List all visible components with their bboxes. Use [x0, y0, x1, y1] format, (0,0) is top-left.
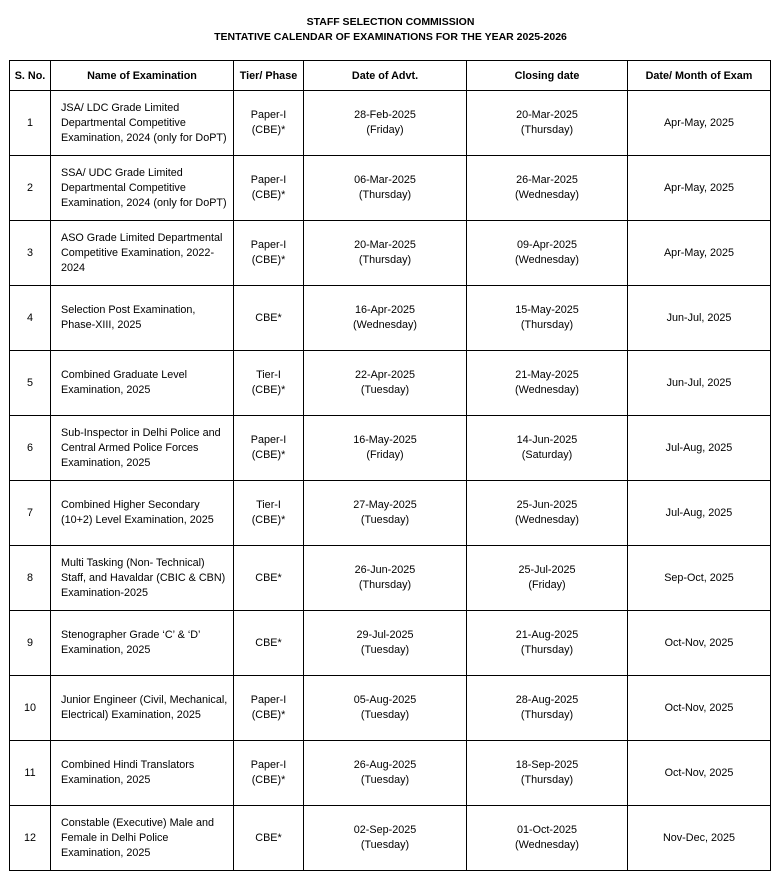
table-row — [10, 91, 771, 156]
table-row — [10, 741, 771, 806]
advt-day: (Friday) — [366, 124, 404, 136]
advt-day: (Tuesday) — [360, 644, 410, 656]
cell-sno: 12 — [10, 806, 51, 871]
cell-sno: 2 — [10, 156, 51, 221]
table-row — [10, 351, 771, 416]
cell-closing-date — [467, 741, 628, 806]
table-row — [10, 546, 771, 611]
advt-day: (Friday) — [366, 449, 404, 461]
cell-tier: Tier-I (CBE)* — [234, 351, 304, 416]
advt-day: (Thursday) — [358, 189, 412, 201]
cell-sno: 9 — [10, 611, 51, 676]
advt-date: 05-Aug-2025 — [353, 694, 417, 706]
cell-advt-date — [304, 676, 467, 741]
closing-day: (Wednesday) — [514, 839, 579, 851]
cell-closing-date — [467, 221, 628, 286]
cell-closing-date — [467, 546, 628, 611]
table-row — [10, 286, 771, 351]
closing-day: (Wednesday) — [514, 254, 579, 266]
cell-exam-month: Nov-Dec, 2025 — [628, 806, 771, 871]
cell-exam-month: Apr-May, 2025 — [628, 156, 771, 221]
cell-exam-name: Combined Higher Secondary (10+2) Level Examination, 2025 — [51, 481, 234, 546]
cell-exam-month: Apr-May, 2025 — [628, 91, 771, 156]
cell-exam-name: SSA/ UDC Grade Limited Departmental Competitive Examination, 2024 (only for DoPT) — [51, 156, 234, 221]
advt-date: 06-Mar-2025 — [354, 174, 416, 186]
cell-closing-date — [467, 806, 628, 871]
closing-date: 14-Jun-2025 — [516, 434, 578, 446]
advt-date: 02-Sep-2025 — [353, 824, 417, 836]
closing-day: (Friday) — [528, 579, 566, 591]
cell-sno: 8 — [10, 546, 51, 611]
cell-sno: 5 — [10, 351, 51, 416]
cell-tier: Paper-I (CBE)* — [234, 221, 304, 286]
cell-advt-date — [304, 91, 467, 156]
table-header-row — [10, 61, 771, 91]
closing-day: (Thursday) — [520, 709, 574, 721]
column-header-advt-date: Date of Advt. — [304, 61, 467, 91]
cell-closing-date — [467, 611, 628, 676]
advt-day: (Wednesday) — [352, 319, 417, 331]
cell-sno: 3 — [10, 221, 51, 286]
calendar-title: TENTATIVE CALENDAR OF EXAMINATIONS FOR THE YEAR 2025-2026 — [214, 31, 567, 43]
advt-date: 20-Mar-2025 — [354, 239, 416, 251]
closing-date: 25-Jul-2025 — [518, 564, 576, 576]
cell-exam-name: Constable (Executive) Male and Female in Delhi Police Examination, 2025 — [51, 806, 234, 871]
cell-tier: CBE* — [234, 286, 304, 351]
advt-date: 26-Jun-2025 — [354, 564, 416, 576]
cell-tier: CBE* — [234, 611, 304, 676]
cell-advt-date — [304, 286, 467, 351]
cell-closing-date — [467, 286, 628, 351]
table-row — [10, 156, 771, 221]
closing-day: (Wednesday) — [514, 189, 579, 201]
closing-day: (Thursday) — [520, 124, 574, 136]
closing-date: 21-Aug-2025 — [515, 629, 579, 641]
closing-date: 09-Apr-2025 — [516, 239, 578, 251]
cell-advt-date — [304, 481, 467, 546]
cell-sno: 6 — [10, 416, 51, 481]
cell-sno: 11 — [10, 741, 51, 806]
advt-date: 28-Feb-2025 — [354, 109, 416, 121]
advt-date: 16-Apr-2025 — [354, 304, 416, 316]
cell-tier: Paper-I (CBE)* — [234, 416, 304, 481]
cell-tier: Tier-I (CBE)* — [234, 481, 304, 546]
closing-day: (Wednesday) — [514, 514, 579, 526]
advt-day: (Tuesday) — [360, 709, 410, 721]
cell-closing-date — [467, 416, 628, 481]
cell-sno: 4 — [10, 286, 51, 351]
cell-exam-month: Jul-Aug, 2025 — [628, 481, 771, 546]
closing-day: (Saturday) — [521, 449, 573, 461]
document-header — [0, 0, 781, 45]
table-row — [10, 481, 771, 546]
cell-advt-date — [304, 741, 467, 806]
cell-advt-date — [304, 156, 467, 221]
cell-closing-date — [467, 676, 628, 741]
cell-advt-date — [304, 611, 467, 676]
closing-date: 21-May-2025 — [515, 369, 579, 381]
column-header-name: Name of Examination — [51, 61, 234, 91]
closing-date: 01-Oct-2025 — [516, 824, 577, 836]
cell-sno: 1 — [10, 91, 51, 156]
cell-exam-name: JSA/ LDC Grade Limited Departmental Competitive Examination, 2024 (only for DoPT) — [51, 91, 234, 156]
closing-date: 25-Jun-2025 — [516, 499, 578, 511]
cell-exam-name: Stenographer Grade ‘C’ & ‘D’ Examination, 2025 — [51, 611, 234, 676]
cell-advt-date — [304, 351, 467, 416]
cell-exam-month: Oct-Nov, 2025 — [628, 676, 771, 741]
cell-tier: Paper-I (CBE)* — [234, 676, 304, 741]
column-header-closing-date: Closing date — [467, 61, 628, 91]
closing-date: 18-Sep-2025 — [515, 759, 579, 771]
closing-day: (Wednesday) — [514, 384, 579, 396]
closing-day: (Thursday) — [520, 774, 574, 786]
column-header-exam-month: Date/ Month of Exam — [628, 61, 771, 91]
advt-day: (Thursday) — [358, 254, 412, 266]
cell-exam-month: Jun-Jul, 2025 — [628, 351, 771, 416]
advt-date: 26-Aug-2025 — [353, 759, 417, 771]
advt-day: (Thursday) — [358, 579, 412, 591]
closing-date: 26-Mar-2025 — [516, 174, 578, 186]
cell-tier: Paper-I (CBE)* — [234, 156, 304, 221]
advt-date: 27-May-2025 — [353, 499, 417, 511]
table-row — [10, 221, 771, 286]
commission-title: STAFF SELECTION COMMISSION — [306, 16, 475, 28]
advt-day: (Tuesday) — [360, 514, 410, 526]
column-header-tier: Tier/ Phase — [234, 61, 304, 91]
cell-tier: Paper-I (CBE)* — [234, 741, 304, 806]
cell-exam-name: Combined Graduate Level Examination, 2025 — [51, 351, 234, 416]
cell-sno: 7 — [10, 481, 51, 546]
cell-closing-date — [467, 156, 628, 221]
cell-exam-month: Oct-Nov, 2025 — [628, 611, 771, 676]
cell-exam-name: Junior Engineer (Civil, Mechanical, Electrical) Examination, 2025 — [51, 676, 234, 741]
cell-exam-name: ASO Grade Limited Departmental Competitive Examination, 2022-2024 — [51, 221, 234, 286]
cell-closing-date — [467, 91, 628, 156]
closing-day: (Thursday) — [520, 319, 574, 331]
cell-exam-month: Jun-Jul, 2025 — [628, 286, 771, 351]
closing-day: (Thursday) — [520, 644, 574, 656]
cell-exam-name: Sub-Inspector in Delhi Police and Central Armed Police Forces Examination, 2025 — [51, 416, 234, 481]
closing-date: 20-Mar-2025 — [516, 109, 578, 121]
cell-advt-date — [304, 806, 467, 871]
advt-date: 16-May-2025 — [353, 434, 417, 446]
cell-tier: CBE* — [234, 546, 304, 611]
table-row — [10, 806, 771, 871]
advt-date: 22-Apr-2025 — [354, 369, 416, 381]
cell-advt-date — [304, 546, 467, 611]
advt-day: (Tuesday) — [360, 774, 410, 786]
cell-exam-name: Combined Hindi Translators Examination, 2025 — [51, 741, 234, 806]
table-row — [10, 676, 771, 741]
cell-exam-month: Jul-Aug, 2025 — [628, 416, 771, 481]
cell-closing-date — [467, 351, 628, 416]
exam-calendar-table — [9, 60, 771, 871]
table-row — [10, 416, 771, 481]
cell-advt-date — [304, 221, 467, 286]
cell-exam-name: Selection Post Examination, Phase-XIII, 2025 — [51, 286, 234, 351]
closing-date: 28-Aug-2025 — [515, 694, 579, 706]
cell-exam-month: Apr-May, 2025 — [628, 221, 771, 286]
cell-exam-name: Multi Tasking (Non- Technical) Staff, and Havaldar (CBIC & CBN) Examination-2025 — [51, 546, 234, 611]
cell-advt-date — [304, 416, 467, 481]
table-row — [10, 611, 771, 676]
column-header-sno: S. No. — [10, 61, 51, 91]
advt-day: (Tuesday) — [360, 839, 410, 851]
cell-sno: 10 — [10, 676, 51, 741]
cell-tier: CBE* — [234, 806, 304, 871]
cell-exam-month: Sep-Oct, 2025 — [628, 546, 771, 611]
advt-day: (Tuesday) — [360, 384, 410, 396]
advt-date: 29-Jul-2025 — [356, 629, 414, 641]
cell-exam-month: Oct-Nov, 2025 — [628, 741, 771, 806]
cell-tier: Paper-I (CBE)* — [234, 91, 304, 156]
cell-closing-date — [467, 481, 628, 546]
closing-date: 15-May-2025 — [515, 304, 579, 316]
